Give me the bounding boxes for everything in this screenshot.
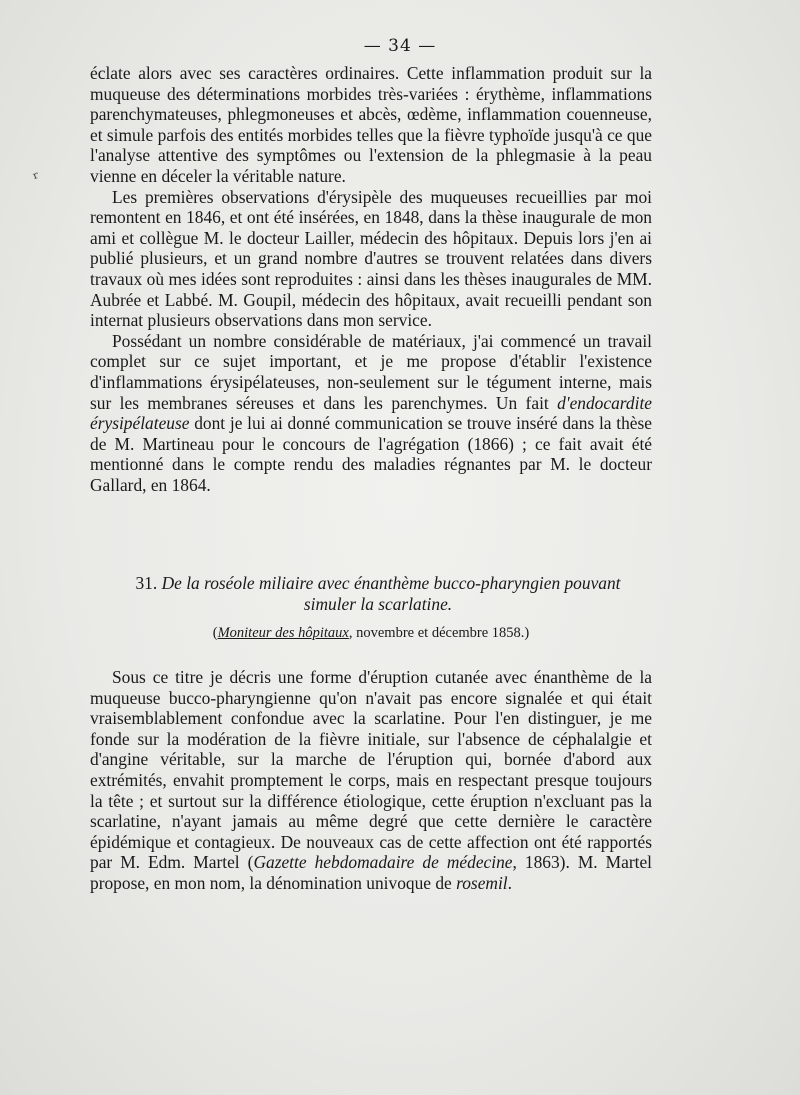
paragraph-4-text-start: Sous ce titre je décris une forme d'éruption cutanée avec énanthème de la muqueuse bucco-pharyngienne qu'on n'avait pas encore signalée et qui était vraisemblablement confondue avec la scarlatine. Pour l'en distinguer, je me fonde sur la modération de la fièvre initiale, sur l'absence de céphalalgie et d'angine véritable, sur la marche de l'éruption qui, bornée d'abord aux extrémités, envahit promptement le corps, mais en respectant presque toujours la tête ; et surtout sur la différence étiologique, cette éruption n'excluant pas la scarlatine, n'ayant jamais au même degré que cette dernière le caractère épidémique et contagieux. De nouveaux cas de cette affection ont été rapportés par M. Edm. Martel ( [90, 667, 652, 873]
margin-pencil-mark: ʳ [30, 167, 44, 190]
paragraph-4-italic-term: rosemil [456, 872, 508, 893]
citation-journal: Moniteur des hôpitaux [217, 625, 349, 641]
paragraph-3-text-start: Possédant un nombre considérable de matériaux, j'ai commencé un travail complet sur ce sujet important, et je me propose d'établir l'existence d'inflammations érysipélateuses, non-seulement sur le tégument interne, mais sur les membranes séreuses et dans les parenchymes. Un fait [90, 330, 652, 413]
citation-rest: , novembre et décembre 1858.) [348, 625, 530, 641]
paragraph-4-text-end: . [507, 872, 512, 893]
page-number: — 34 — [363, 36, 437, 56]
text-block-top [90, 63, 652, 495]
section-heading [108, 573, 648, 615]
source-citation [90, 624, 652, 642]
paragraph-4 [90, 667, 652, 894]
paragraph-3 [90, 331, 652, 496]
paragraph-4-text-middle: , 1863). M. Martel propose, en mon nom, la dénomination univoque de [90, 852, 653, 893]
section-title: De la roséole miliaire avec énanthème bucco-pharyngien pouvant simuler la scarlatine. [161, 573, 621, 614]
paragraph-1: éclate alors avec ses caractères ordinaires. Cette inflammation produit sur la muqueuse des déterminations morbides très-variées : érythème, inflammations parenchymateuses, phlegmoneuses et abcès, œdème, inflammation couenneuse, et simule parfois des entités morbides telles que la fièvre typhoïde jusqu'à ce que l'analyse attentive des symptômes ou l'extension de la phlegmasie à la peau vienne en déceler la véritable nature. [90, 63, 652, 186]
paragraph-3-italic: d'endocardite érysipélateuse [90, 392, 652, 434]
text-block-bottom [90, 667, 652, 894]
paragraph-2: Les premières observations d'érysipèle des muqueuses recueillies par moi remontent en 1846, et ont été insérées, en 1848, dans la thèse inaugurale de mon ami et collègue M. le docteur Lailler, médecin des hôpitaux. Depuis lors j'en ai publié plusieurs, et un grand nombre d'autres se trouvent relatées dans divers travaux où mes idées sont reproduites : ainsi dans les thèses inaugurales de MM. Aubrée et Labbé. M. Goupil, médecin des hôpitaux, avait recueilli pendant son internat plusieurs observations dans mon service. [90, 186, 652, 331]
citation-open: ( [212, 625, 218, 641]
paragraph-4-italic-journal: Gazette hebdomadaire de médecine [253, 852, 513, 873]
paragraph-3-text-end: dont je lui ai donné communication se trouve inséré dans la thèse de M. Martineau pour le concours de l'agrégation (1866) ; ce fait avait été mentionné dans le compte rendu des maladies régnantes par M. le docteur Gallard, en 1864. [90, 413, 652, 495]
section-number: 31. [135, 573, 158, 593]
